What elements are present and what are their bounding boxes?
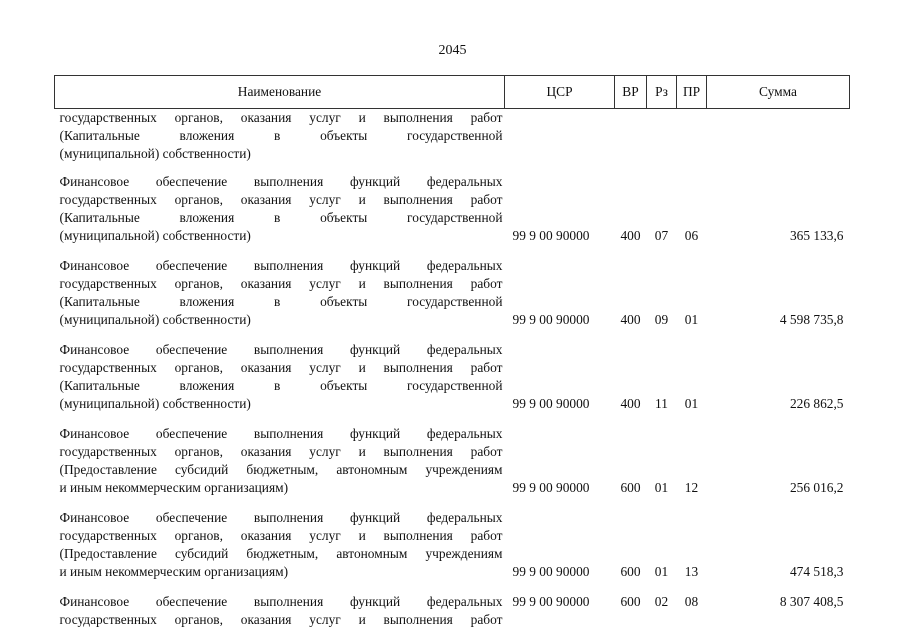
text-line: Финансовое обеспечение выполнения функций федеральных	[59, 594, 503, 609]
row-pr: 01	[684, 396, 699, 411]
row-name	[55, 341, 505, 425]
column-header-rz: Рз	[647, 76, 677, 109]
row-pr: 13	[684, 564, 699, 579]
text-line: и иным некоммерческим организациям)	[59, 480, 289, 495]
column-header-pr: ПР	[677, 76, 707, 109]
text-line: (муниципальной) собственности)	[59, 228, 251, 243]
row-sum: 8 307 408,5	[779, 594, 844, 609]
row-pr: 08	[684, 594, 699, 609]
row-rz: 01	[654, 480, 669, 495]
text-line: Финансовое обеспечение выполнения функций федеральных	[59, 510, 503, 525]
row-csr: 99 9 00 90000	[512, 594, 590, 609]
text-line: (Предоставление субсидий бюджетным, автономным учреждениям	[59, 546, 503, 561]
table-row	[55, 341, 850, 425]
row-vr: 400	[620, 228, 641, 243]
row-vr: 400	[620, 396, 641, 411]
text-line: (Предоставление субсидий бюджетным, автономным учреждениям	[59, 462, 503, 477]
table-row	[55, 593, 850, 629]
text-line: (Капитальные вложения в объекты государственной	[59, 128, 503, 143]
text-line: (Капитальные вложения в объекты государственной	[59, 294, 503, 309]
row-sum: 226 862,5	[789, 396, 844, 411]
row-sum: 4 598 735,8	[779, 312, 844, 327]
text-line: государственных органов, оказания услуг и выполнения работ	[59, 360, 503, 375]
text-line: (муниципальной) собственности)	[59, 312, 251, 327]
row-csr: 99 9 00 90000	[512, 564, 590, 579]
text-line: (Капитальные вложения в объекты государственной	[59, 210, 503, 225]
text-line: государственных органов, оказания услуг и выполнения работ	[59, 612, 503, 627]
text-line: государственных органов, оказания услуг и выполнения работ	[59, 444, 503, 459]
budget-table	[54, 75, 850, 629]
text-line: и иным некоммерческим организациям)	[59, 564, 289, 579]
text-line: Финансовое обеспечение выполнения функций федеральных	[59, 342, 503, 357]
text-line: государственных органов, оказания услуг и выполнения работ	[59, 276, 503, 291]
page-number: 2045	[438, 43, 467, 58]
row-csr: 99 9 00 90000	[512, 480, 590, 495]
row-name	[55, 257, 505, 341]
row-csr: 99 9 00 90000	[512, 396, 590, 411]
row-sum: 474 518,3	[789, 564, 844, 579]
row-vr: 600	[620, 594, 641, 609]
column-header-sum: Сумма	[707, 76, 850, 109]
text-line: Финансовое обеспечение выполнения функций федеральных	[59, 426, 503, 441]
row-rz: 07	[654, 228, 669, 243]
row-pr: 06	[684, 228, 699, 243]
row-name	[55, 509, 505, 593]
text-line: государственных органов, оказания услуг и выполнения работ	[59, 528, 503, 543]
column-header-name: Наименование	[55, 76, 505, 109]
row-pr: 01	[684, 312, 699, 327]
row-name	[55, 109, 505, 174]
row-rz: 11	[655, 396, 668, 411]
column-header-csr: ЦСР	[505, 76, 615, 109]
row-sum: 256 016,2	[789, 480, 844, 495]
text-line: Финансовое обеспечение выполнения функций федеральных	[59, 258, 503, 273]
table-row	[55, 257, 850, 341]
text-line: (муниципальной) собственности)	[59, 146, 251, 161]
row-csr: 99 9 00 90000	[512, 312, 590, 327]
row-csr: 99 9 00 90000	[512, 228, 590, 243]
table-row	[55, 173, 850, 257]
text-line: государственных органов, оказания услуг и выполнения работ	[59, 110, 503, 125]
row-name	[55, 593, 505, 629]
row-pr: 12	[684, 480, 699, 495]
row-vr: 600	[620, 564, 641, 579]
column-header-vr: ВР	[615, 76, 647, 109]
table-header-row	[55, 76, 850, 109]
table-row-continuation	[55, 109, 850, 174]
row-rz: 02	[654, 594, 669, 609]
table-row	[55, 509, 850, 593]
row-vr: 600	[620, 480, 641, 495]
row-rz: 09	[654, 312, 669, 327]
text-line: государственных органов, оказания услуг и выполнения работ	[59, 192, 503, 207]
row-name	[55, 425, 505, 509]
row-name	[55, 173, 505, 257]
row-rz: 01	[654, 564, 669, 579]
row-vr: 400	[620, 312, 641, 327]
text-line: (муниципальной) собственности)	[59, 396, 251, 411]
row-sum: 365 133,6	[789, 228, 844, 243]
text-line: (Капитальные вложения в объекты государственной	[59, 378, 503, 393]
text-line: Финансовое обеспечение выполнения функций федеральных	[59, 174, 503, 189]
table-row	[55, 425, 850, 509]
